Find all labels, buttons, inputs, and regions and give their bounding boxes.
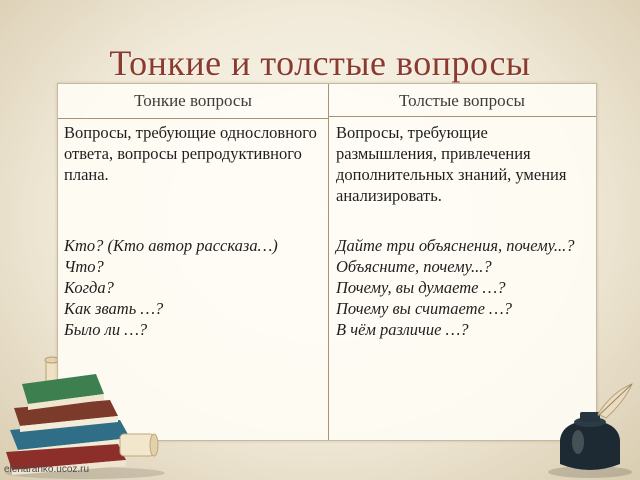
- header-thin-questions: Тонкие вопросы: [134, 91, 252, 110]
- thin-example: Кто? (Кто автор рассказа…): [64, 236, 278, 255]
- header-divider-left: [58, 118, 328, 119]
- thick-example: Почему, вы думаете …?: [336, 278, 506, 297]
- thin-example: Когда?: [64, 278, 114, 297]
- thin-example: Что?: [64, 257, 104, 276]
- thick-example: В чём различие …?: [336, 320, 469, 339]
- header-divider-right: [328, 116, 596, 117]
- thick-questions-cell: [336, 122, 592, 340]
- thin-questions-cell: [64, 122, 322, 340]
- site-watermark: elenaranko.ucoz.ru: [4, 464, 90, 475]
- thin-questions-description: Вопросы, требующие однословного ответа, вопросы репродуктивного плана.: [64, 123, 317, 184]
- thick-questions-description: Вопросы, требующие размышления, привлечения дополнительных знаний, умения анализировать.: [336, 123, 567, 205]
- thick-example: Объясните, почему...?: [336, 257, 492, 276]
- inkwell-quill-icon: [540, 382, 640, 480]
- page-title: Тонкие и толстые вопросы: [109, 43, 531, 83]
- thin-example: Было ли …?: [64, 320, 148, 339]
- books-stack-icon: [0, 360, 165, 480]
- thick-example: Дайте три объяснения, почему...?: [336, 236, 575, 255]
- thin-example: Как звать …?: [64, 299, 164, 318]
- thin-questions-examples: [64, 235, 322, 340]
- thick-questions-examples: [336, 235, 592, 340]
- thick-example: Почему вы считаете …?: [336, 299, 512, 318]
- header-thick-questions: Толстые вопросы: [399, 91, 525, 110]
- column-divider: [328, 84, 329, 440]
